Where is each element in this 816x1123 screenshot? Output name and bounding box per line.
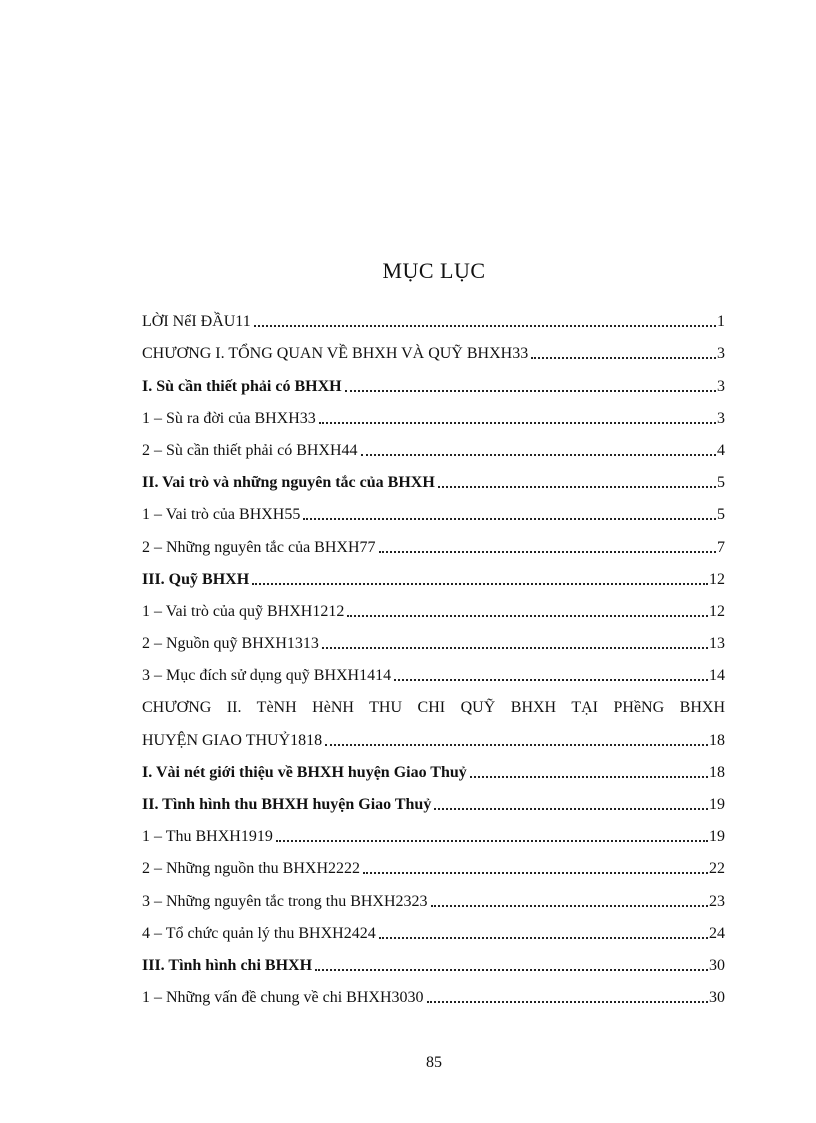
toc-entry-label: LỜI NểI ĐẦU11 xyxy=(142,313,251,331)
toc-entry-page: 24 xyxy=(709,924,725,942)
dot-leader xyxy=(427,1001,708,1003)
dot-leader xyxy=(394,679,708,681)
toc-entry-label: 1 – Những vấn đề chung về chi BHXH3030 xyxy=(142,989,424,1007)
toc-entry[interactable] xyxy=(142,815,725,847)
toc-entry-label: 2 – Những nguyên tắc của BHXH77 xyxy=(142,538,376,556)
toc-entry-page: 14 xyxy=(709,667,725,685)
toc-entry-label: 1 – Thu BHXH1919 xyxy=(142,828,273,846)
toc-entry-label: III. Tình hình chi BHXH xyxy=(142,956,313,974)
toc-entry-page: 4 xyxy=(717,441,725,459)
toc-entry[interactable] xyxy=(142,364,725,396)
toc-entry[interactable] xyxy=(142,461,725,493)
toc-entry-label: II. Vai trò và những nguyên tắc của BHXH xyxy=(142,474,435,492)
toc-entry-label: 2 – Sù cần thiết phải có BHXH44 xyxy=(142,441,358,459)
toc-entry-label: HUYỆN GIAO THUỶ1818 xyxy=(142,731,323,749)
toc-entry-page: 19 xyxy=(709,796,725,813)
toc-entry-page: 1 xyxy=(717,313,725,331)
toc-entry-page: 18 xyxy=(709,731,725,749)
dot-leader xyxy=(319,422,716,424)
table-of-contents xyxy=(142,300,725,1008)
toc-entry[interactable] xyxy=(142,558,725,590)
dot-leader xyxy=(252,583,708,585)
dot-leader xyxy=(361,454,716,456)
toc-entry[interactable] xyxy=(142,525,725,557)
toc-entry-page: 19 xyxy=(709,828,725,846)
toc-entry-label: I. Sù cần thiết phải có BHXH xyxy=(142,377,342,395)
dot-leader xyxy=(303,518,716,520)
toc-entry[interactable] xyxy=(142,944,725,976)
toc-entry-label: 4 – Tổ chức quản lý thu BHXH2424 xyxy=(142,924,376,942)
toc-entry-page: 22 xyxy=(709,860,725,878)
toc-entry[interactable] xyxy=(142,718,725,750)
toc-entry-page: 7 xyxy=(717,538,725,556)
toc-entry[interactable] xyxy=(142,397,725,429)
toc-entry[interactable] xyxy=(142,493,725,525)
toc-entry-page: 12 xyxy=(709,570,725,588)
dot-leader xyxy=(325,744,708,746)
dot-leader xyxy=(434,808,708,810)
toc-entry-page: 3 xyxy=(717,377,725,395)
toc-entry[interactable] xyxy=(142,622,725,654)
toc-entry-page: 3 xyxy=(717,345,725,363)
toc-entry-page: 13 xyxy=(709,635,725,653)
dot-leader xyxy=(470,776,708,778)
toc-entry-page: 18 xyxy=(709,763,725,781)
toc-entry-page: 5 xyxy=(717,506,725,524)
toc-entry[interactable] xyxy=(142,654,725,686)
toc-entry-wrapped[interactable] xyxy=(142,686,725,718)
toc-entry[interactable] xyxy=(142,332,725,364)
dot-leader xyxy=(347,615,708,617)
toc-entry-label: CHƯƠNG I. TỔNG QUAN VỀ BHXH VÀ QUỸ BHXH33 xyxy=(142,345,529,363)
toc-entry-label: I. Vài nét giới thiệu về BHXH huyện Giao Thuỷ xyxy=(142,763,467,781)
dot-leader xyxy=(363,872,708,874)
toc-entry[interactable] xyxy=(142,976,725,1008)
toc-entry-page: 30 xyxy=(709,956,725,974)
toc-entry-label: II. Tình hình thu BHXH huyện Giao Thuỷ xyxy=(142,796,432,813)
toc-entry[interactable] xyxy=(142,847,725,879)
toc-entry-label: 3 – Những nguyên tắc trong thu BHXH2323 xyxy=(142,892,428,910)
toc-entry-label: 1 – Vai trò của quỹ BHXH1212 xyxy=(142,602,345,620)
toc-entry[interactable] xyxy=(142,912,725,944)
dot-leader xyxy=(315,969,708,971)
toc-entry[interactable] xyxy=(142,590,725,622)
toc-entry-page: 12 xyxy=(709,602,725,620)
dot-leader xyxy=(379,551,716,553)
toc-entry-label: 1 – Vai trò của BHXH55 xyxy=(142,506,301,524)
toc-entry[interactable] xyxy=(142,783,725,815)
toc-entry-label: 2 – Những nguồn thu BHXH2222 xyxy=(142,860,361,878)
dot-leader xyxy=(254,325,716,327)
toc-entry-label: 3 – Mục đích sử dụng quỹ BHXH1414 xyxy=(142,667,392,685)
toc-entry[interactable] xyxy=(142,429,725,461)
toc-entry-label: 2 – Nguồn quỹ BHXH1313 xyxy=(142,635,319,653)
toc-entry[interactable] xyxy=(142,879,725,911)
toc-entry[interactable] xyxy=(142,751,725,783)
toc-entry-label: CHƯƠNG II. TèNH HèNH THU CHI QUỸ BHXH TẠI PHềNG BHXH xyxy=(142,699,725,717)
toc-entry[interactable] xyxy=(142,300,725,332)
toc-entry-label: III. Quỹ BHXH xyxy=(142,570,250,588)
toc-entry-page: 30 xyxy=(709,989,725,1007)
dot-leader xyxy=(431,905,708,907)
toc-entry-label: 1 – Sù ra đời của BHXH33 xyxy=(142,409,316,427)
toc-entry-page: 23 xyxy=(709,892,725,910)
toc-title: MỤC LỤC xyxy=(382,258,486,283)
dot-leader xyxy=(438,486,716,488)
dot-leader xyxy=(322,647,708,649)
toc-entry-page: 3 xyxy=(717,409,725,427)
page-number: 85 xyxy=(426,1054,442,1071)
dot-leader xyxy=(345,390,716,392)
toc-entry-page: 5 xyxy=(717,474,725,492)
dot-leader xyxy=(276,840,708,842)
dot-leader xyxy=(531,357,716,359)
dot-leader xyxy=(379,937,708,939)
